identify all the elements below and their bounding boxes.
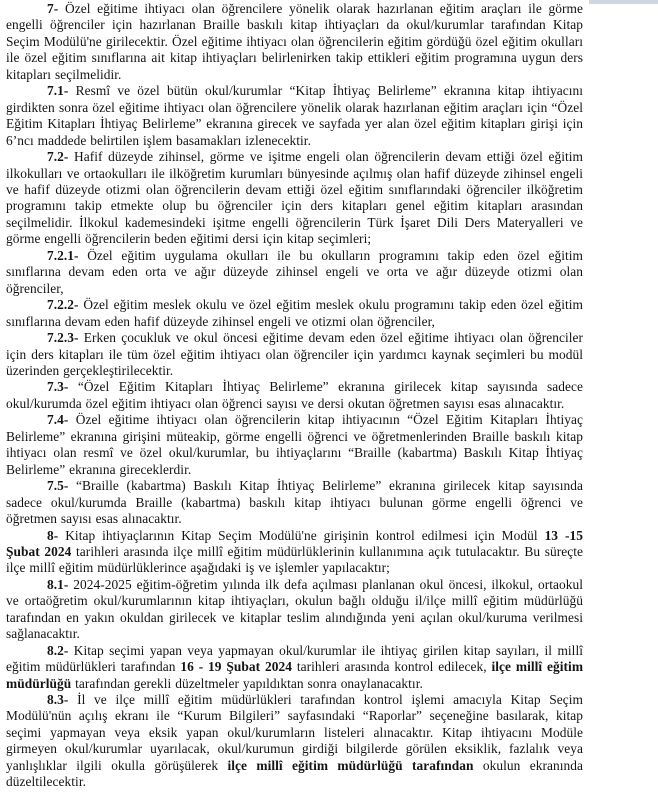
text-segment: 7.2.2-	[47, 297, 79, 313]
text-segment: 8-	[47, 527, 59, 543]
text-segment: ilçe millî eğitim müdürlüğü tarafından	[227, 757, 474, 773]
text-segment: 13 -15 Şubat 2024	[6, 527, 584, 559]
paragraph-7.3	[6, 379, 583, 412]
text-segment: 7.2-	[47, 149, 69, 165]
text-segment: Özel eğitim uygulama okulları ile bu okulların programını takip eden özel eğitim sınıflarına devam eden orta ve ağır düzeyde zihinsel engeli ve orta ve ağır düzeyde otizmi olan öğrenciler,	[6, 247, 583, 296]
document-page	[6, 1, 583, 791]
document-body	[6, 1, 583, 791]
text-segment: 16 - 19 Şubat 2024	[180, 659, 292, 675]
text-segment: ilçe millî eğitim müdürlüğü	[6, 659, 584, 691]
text-segment: 8.2-	[47, 642, 69, 658]
text-segment: 7.3-	[47, 379, 69, 395]
text-segment: tarihleri arasında kontrol edilecek,	[291, 659, 492, 675]
text-segment: 7.5-	[47, 478, 69, 494]
text-segment: Özel eğitime ihtiyacı olan öğrencilerin kitap ihtiyacının “Özel Eğitim Kitapları İhtiyaç Belirleme” ekranına girişini müteakip, görme engelli öğrenci ve öğretmenlerinden Braille baskılı kitap ihtiyacı olan resmî ve özel okul/kurumlar, bu ihtiyaçlarını “Braille (kabartma) Baskılı Kitap İhtiyaç Belirleme” ekranına gireceklerdir.	[6, 412, 583, 477]
paragraph-8.2	[6, 643, 583, 692]
text-segment: Hafif düzeyde zihinsel, görme ve işitme engeli olan öğrencilerin devam ettiği özel eğitim ilkokulları ve ortaokulları ile ilköğretim kurumları bünyesinde açılmış olan hafif düzeyde zihinsel engeli ve hafif düzeyde otizmi olan öğrencilerin devam ettiği özel eğitim sınıflarındaki öğrenciler ilköğretim programını takip etmekte olup bu öğrenciler için ders kitapları genel eğitim kitapları arasından seçilmelidir. İlkokul kademesindeki işitme engelli öğrencilerin Türk İşaret Dili Ders Materyalleri ve görme engelli öğrencilerin beden eğitimi dersi için kitap seçimleri;	[6, 149, 583, 247]
paragraph-7.1	[6, 83, 583, 149]
text-segment: 7.2.3-	[47, 330, 79, 346]
text-segment: İl ve ilçe millî eğitim müdürlükleri tarafından kontrol işlemi amacıyla Kitap Seçim Modülü'nün açılış ekranı ile “Kurum Bilgileri” sayfasındaki “Raporlar” seçeneğine basılarak, kitap seçimi yapmayan veya eksik yapan okul/kurumların listeleri alınacaktır. Kitap ihtiyacını Modüle girmeyen okul/kurumlar uyarılacak, okul/kurumun girdiği bilgilerde görülen eksiklik, fazlalık veya yanlışlıklar ilgili okulla görüşülerek	[6, 692, 583, 773]
text-segment: 8.3-	[47, 692, 69, 708]
paragraph-8.1	[6, 577, 583, 643]
text-segment: 7.4-	[47, 412, 69, 428]
paragraph-7	[6, 1, 583, 83]
text-segment: okulun ekranında düzeltilecektir.	[6, 757, 583, 790]
text-segment: Erken çocukluk ve okul öncesi eğitime devam eden özel eğitime ihtiyacı olan öğrenciler için ders kitapları ile tüm özel eğitim ihtiyacı olan öğrenciler için yardımcı kaynak seçimleri bu modül üzerinden gerçekleştirilecektir.	[6, 330, 583, 378]
text-segment: 7.1-	[47, 83, 69, 99]
text-segment: 8.1-	[47, 576, 69, 592]
text-segment: tarihleri arasında ilçe millî eğitim müdürlüklerinin kullanımına açık tutulacaktır. Bu süreçte ilçe millî eğitim müdürlüklerince aşağıdaki iş ve işlemler yapılacaktır;	[6, 543, 583, 576]
text-segment: Resmî ve özel bütün okul/kurumlar “Kitap İhtiyaç Belirleme” ekranına kitap ihtiyacını girdikten sonra özel eğitime ihtiyacı olan öğrencilere yönelik olarak hazırlanan eğitim araçları için “Özel Eğitim Kitapları İhtiyaç Belirleme” ekranına girecek ve sayfada yer alan özel eğitim kitapları girişi için 6’ncı maddede belirtilen işlem basamakları izlenecektir.	[6, 83, 583, 148]
text-segment: 2024-2025 eğitim-öğretim yılında ilk defa açılması planlanan okul öncesi, ilkokul, ortaokul ve ortaöğretim okul/kurumlarının kitap ihtiyaçları, okulun bağlı olduğu il/ilçe millî eğitim müdürlüğü tarafından en yakın okuldan girilecek ve kitaplar teslim alındığında yeni açılan okul/kuruma verilmesi sağlanacaktır.	[6, 576, 583, 642]
text-segment: Özel eğitim meslek okulu ve özel eğitim meslek okulu programını takip eden özel eğitim sınıflarına devam eden hafif düzeyde zihinsel engeli ve otizmi olan öğrenciler,	[6, 297, 583, 329]
text-segment: “Özel Eğitim Kitapları İhtiyaç Belirleme” ekranına girilecek kitap sayısında sadece okul/kurumda özel eğitim ihtiyacı olan öğrenci sayısı ve dersi okutan öğretmen sayısı esas alınacaktır.	[6, 379, 583, 411]
text-segment: “Braille (kabartma) Baskılı Kitap İhtiyaç Belirleme” ekranına girilecek kitap sayısında sadece okul/kurumda Braille (kabartma) baskılı kitap ihtiyacı bulunan görme engelli öğrenci ve öğretmen sayısı esas alınacaktır.	[6, 478, 583, 527]
text-segment: tarafından gerekli düzeltmeler yapıldıktan sonra onaylanacaktır.	[71, 675, 423, 691]
paragraph-7.2	[6, 149, 583, 248]
paragraph-7.2.2	[6, 297, 583, 330]
paragraph-8.3	[6, 692, 583, 791]
paragraph-7.2.3	[6, 330, 583, 379]
paragraph-7.2.1	[6, 248, 583, 297]
text-segment: Özel eğitime ihtiyacı olan öğrencilere yönelik olarak hazırlanan eğitim araçları ile görme engelli öğrenciler için hazırlanan Braille baskılı kitap ihtiyaçları da okul/kurumlar tarafından Kitap Seçim Modülü'ne girilecektir. Özel eğitime ihtiyacı olan öğrencilerin eğitim gördüğü özel eğitim okulları ile özel eğitim sınıflarına ait kitap ihtiyaçları belirlenirken takip ettikleri eğitim programına uygun ders kitapları seçilmelidir.	[6, 1, 583, 82]
text-segment: Kitap seçimi yapan veya yapmayan okul/kurumlar ile ihtiyaç girilen kitap sayıları, il millî eğitim müdürlükleri tarafından	[6, 642, 583, 675]
text-segment: 7-	[47, 1, 59, 16]
paragraph-8	[6, 528, 583, 577]
paragraph-7.5	[6, 478, 583, 527]
paragraph-7.4	[6, 412, 583, 478]
text-segment: Kitap ihtiyaçlarının Kitap Seçim Modülü'ne girişinin kontrol edilmesi için Modül	[58, 527, 545, 543]
window-edge-strip	[589, 0, 658, 4]
text-segment: 7.2.1-	[47, 247, 79, 263]
